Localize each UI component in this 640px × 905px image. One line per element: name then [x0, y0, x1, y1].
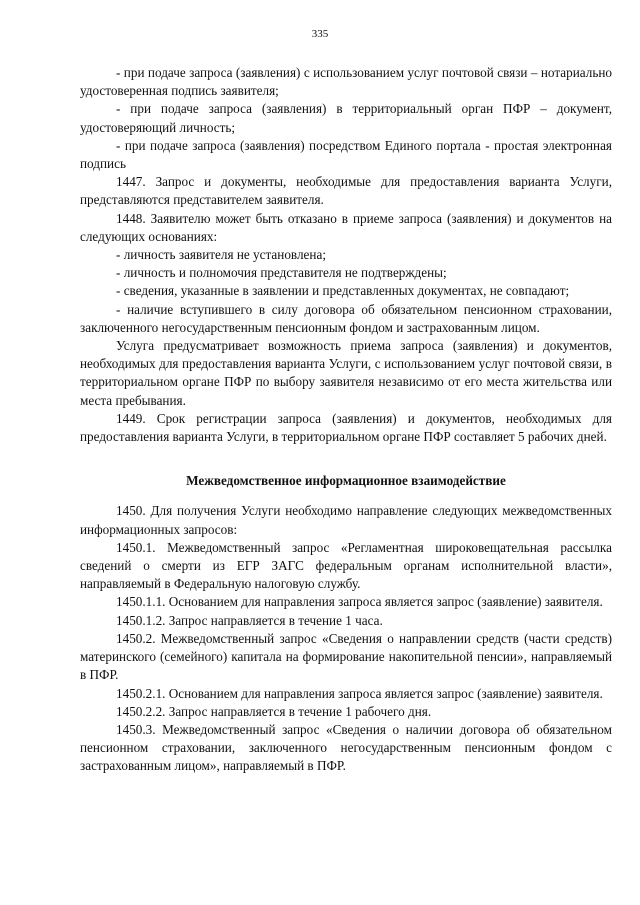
paragraph-1450-3: 1450.3. Межведомственный запрос «Сведения о наличии договора об обязательном пенсионном страховании, заключенного негосударственным пенсионным фондом с застрахованным лицом», направляемый в ПФР. — [80, 721, 612, 774]
paragraph-bullet-mismatch: - сведения, указанные в заявлении и представленных документах, не совпадают; — [116, 283, 570, 299]
paragraph-1450-2: 1450.2. Межведомственный запрос «Сведения о направлении средств (части средств) материнского (семейного) капитала на формирование накопительной пенсии», направляемый в ПФР. — [80, 630, 612, 683]
paragraph-bullet-contract: - наличие вступившего в силу договора об обязательном пенсионном страховании, заключенного негосударственным пенсионным фондом и застрахованным лицом. — [80, 301, 612, 335]
paragraph-1449: 1449. Срок регистрации запроса (заявления) и документов, необходимых для предоставления варианта Услуги, в территориальном органе ПФР составляет 5 рабочих дней. — [80, 410, 612, 445]
page-number: 335 — [311, 28, 329, 40]
paragraph-bullet-representative: - личность и полномочия представителя не подтверждены; — [116, 265, 447, 281]
paragraph-bullet-postal: - при подаче запроса (заявления) с использованием услуг почтовой связи – нотариально удостоверенная подпись заявителя; — [80, 65, 612, 99]
paragraph-bullet-portal: - при подаче запроса (заявления) посредством Единого портала - простая электронная подпись — [80, 137, 612, 172]
paragraph-1448: 1448. Заявителю может быть отказано в приеме запроса (заявления) и документов на следующих основаниях: — [80, 210, 612, 244]
paragraph-1450: 1450. Для получения Услуги необходимо направление следующих межведомственных информационных запросов: — [80, 503, 612, 537]
paragraph-1450-1-1: 1450.1.1. Основанием для направления запроса является запрос (заявление) заявителя. — [116, 594, 603, 610]
section-heading: Межведомственное информационное взаимодействие — [186, 473, 506, 489]
paragraph-bullet-territorial: - при подаче запроса (заявления) в территориальный орган ПФР – документ, удостоверяющий личность; — [80, 101, 612, 135]
paragraph-1450-1: 1450.1. Межведомственный запрос «Регламентная широковещательная рассылка сведений о смерти из ЕГР ЗАГС федеральным органам исполнительной власти», направляемый в Федеральную налоговую службу. — [80, 539, 612, 592]
paragraph-1447: 1447. Запрос и документы, необходимые для предоставления варианта Услуги, представляются представителем заявителя. — [80, 174, 612, 208]
paragraph-1450-2-1: 1450.2.1. Основанием для направления запроса является запрос (заявление) заявителя. — [116, 685, 603, 701]
document-body — [80, 64, 612, 776]
paragraph-1450-2-2: 1450.2.2. Запрос направляется в течение 1 рабочего дня. — [116, 703, 432, 719]
paragraph-1450-1-2: 1450.1.2. Запрос направляется в течение 1 часа. — [116, 612, 383, 628]
paragraph-service-reception: Услуга предусматривает возможность приема запроса (заявления) и документов, необходимых для предоставления варианта Услуги, с использованием услуг почтовой связи, в территориальном органе ПФР по выбору заявителя независимо от его места жительства или места пребывания. — [80, 338, 612, 408]
paragraph-bullet-identity: - личность заявителя не установлена; — [116, 247, 326, 263]
